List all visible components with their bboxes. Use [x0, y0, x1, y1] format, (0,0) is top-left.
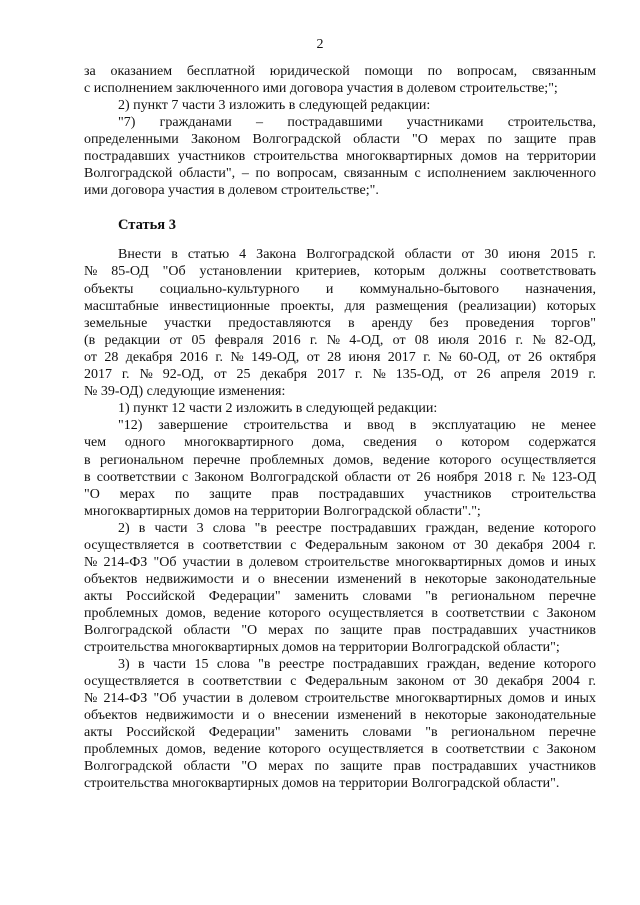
text-line: "12) завершение строительства и ввод в эксплуатацию не менее	[118, 418, 596, 433]
article-heading: Статья 3	[118, 217, 176, 233]
text-line: 2) в части 3 слова "в реестре пострадавших граждан, ведение которого	[118, 521, 596, 536]
text-line: акты Российской Федерации" заменить словами "в региональном перечне	[84, 725, 597, 740]
text-line: пострадавших участников строительства многоквартирных домов на территории	[84, 149, 596, 164]
text-line: строительства многоквартирных домов на территории Волгоградской области";	[84, 640, 560, 655]
text-line: акты Российской Федерации" заменить словами "в региональном перечне	[84, 589, 597, 604]
text-line: объектов недвижимости и о внесении изменений в некоторые законодательные	[84, 572, 597, 587]
text-line: проблемных домов, ведение которого осуществляется в соответствии с Законом	[84, 742, 597, 757]
page-number: 2	[316, 37, 324, 52]
text-line: "7) гражданами – пострадавшими участниками строительства,	[118, 115, 596, 130]
text-line: (в редакции от 05 февраля 2016 г. № 4-ОД, от 08 июля 2016 г. № 82-ОД,	[84, 333, 597, 348]
text-line: строительства многоквартирных домов на территории Волгоградской области".	[84, 776, 560, 791]
text-line: осуществляется в соответствии с Федеральным законом от 30 декабря 2004 г.	[84, 538, 597, 553]
text-line: № 85-ОД "Об установлении критериев, которым должны соответствовать	[84, 264, 596, 279]
text-line: 1) пункт 12 части 2 изложить в следующей редакции:	[118, 401, 438, 416]
text-line: Волгоградской области", – по вопросам, связанным с исполнением заключенного	[84, 166, 596, 181]
text-line: за оказанием бесплатной юридической помощи по вопросам, связанным	[84, 64, 597, 79]
text-line: объектов недвижимости и о внесении изменений в некоторые законодательные	[84, 708, 597, 723]
text-line: земельные участки предоставляются в аренду без проведения торгов"	[84, 316, 596, 331]
text-line: масштабные инвестиционные проекты, для размещения (реализации) которых	[84, 299, 597, 314]
text-line: в региональном перечне проблемных домов, ведение которого осуществляется	[84, 453, 596, 468]
text-line: осуществляется в соответствии с Федеральным законом от 30 декабря 2004 г.	[84, 674, 597, 689]
text-line: с исполнением заключенного ими договора участия в долевом строительстве;";	[84, 81, 558, 96]
text-line: многоквартирных домов на территории Волгоградской области".";	[84, 504, 481, 519]
text-line: проблемных домов, ведение которого осуществляется в соответствии с Законом	[84, 606, 597, 621]
text-line: Внести в статью 4 Закона Волгоградской области от 30 июня 2015 г.	[118, 247, 596, 262]
text-line: 2017 г. № 92-ОД, от 25 декабря 2017 г. № 135-ОД, от 26 апреля 2019 г.	[84, 367, 597, 382]
text-line: № 214-ФЗ "Об участии в долевом строительстве многоквартирных домов и иных	[84, 691, 596, 706]
text-line: № 39-ОД) следующие изменения:	[84, 384, 286, 399]
text-line: 2) пункт 7 части 3 изложить в следующей редакции:	[118, 98, 431, 113]
text-line: от 28 декабря 2016 г. № 149-ОД, от 28 июня 2017 г. № 60-ОД, от 26 октября	[84, 350, 596, 365]
text-line: 3) в части 15 слова "в реестре пострадавших граждан, ведение которого	[118, 657, 596, 672]
text-line: "О мерах по защите прав пострадавших участников строительства	[84, 487, 597, 502]
text-line: № 214-ФЗ "Об участии в долевом строительстве многоквартирных домов и иных	[84, 555, 596, 570]
text-line: Волгоградской области "О мерах по защите прав пострадавших участников	[84, 623, 597, 638]
text-line: определенными Законом Волгоградской области "О мерах по защите прав	[84, 132, 596, 147]
text-line: в соответствии с Законом Волгоградской области от 26 ноября 2018 г. № 123-ОД	[84, 470, 597, 485]
text-line: объекты социально-культурного и коммунально-бытового назначения,	[84, 282, 596, 297]
text-line: Волгоградской области "О мерах по защите прав пострадавших участников	[84, 759, 597, 774]
text-line: чем одного многоквартирного дома, сведения о котором содержатся	[84, 435, 596, 450]
text-line: ими договора участия в долевом строительстве;".	[84, 183, 379, 198]
